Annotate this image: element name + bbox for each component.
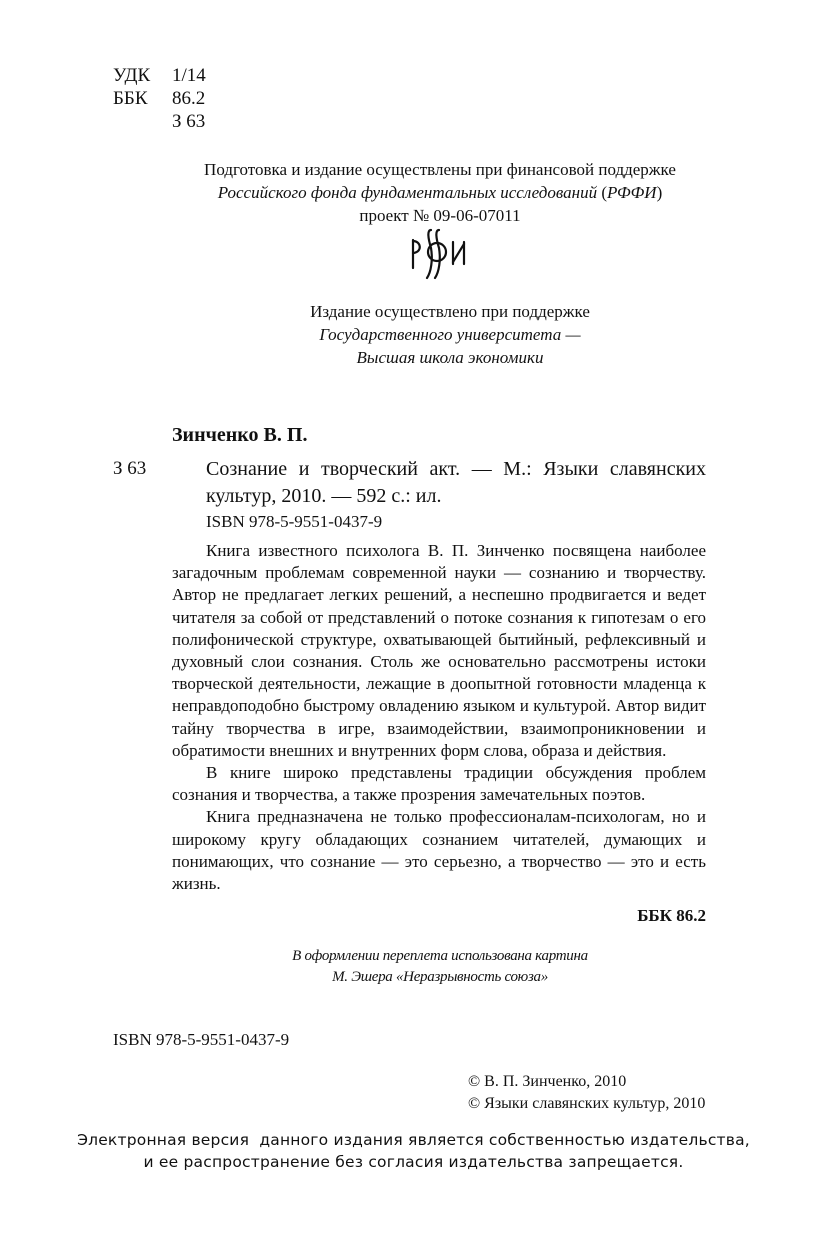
hse-line-3: Высшая школа экономики — [356, 348, 544, 367]
udk-label: УДК — [113, 65, 151, 86]
copyright-block — [468, 1071, 705, 1115]
copyright-publisher: © Языки славянских культур, 2010 — [468, 1095, 706, 1112]
classification-codes — [113, 64, 206, 133]
book-index-mark: З 63 — [113, 458, 147, 479]
author-mark-row — [113, 110, 206, 133]
rffi-line-2: Российского фонда фундаментальных исследований (РФФИ) — [217, 183, 663, 202]
udk-row — [113, 64, 206, 87]
hse-support-note — [230, 300, 670, 369]
rffi-support-note — [150, 158, 730, 227]
cover-note-line-2: М. Эшера «Неразрывность союза» — [332, 969, 548, 985]
bbk-row — [113, 87, 206, 110]
annotation-paragraph-3: Книга предназначена не только профессионалам-психологам, но и широкому кругу обладающих сознанием читателей, думающих и понимающих, что сознание — это серьезно, а творчество — это и есть жизнь. — [172, 807, 706, 894]
author-mark: З 63 — [172, 111, 206, 132]
bbk-value: 86.2 — [172, 88, 206, 109]
cover-note-line-1: В оформлении переплета использована картина — [292, 948, 588, 964]
annotation-paragraph-2: В книге широко представлены традиции обсуждения проблем сознания и творчества, а также прозрения замечательных поэтов. — [172, 763, 706, 805]
book-isbn: ISBN 978-5-9551-0437-9 — [206, 512, 383, 531]
udk-value: 1/14 — [172, 65, 206, 86]
isbn-bottom: ISBN 978-5-9551-0437-9 — [113, 1030, 290, 1049]
title-line-1: Сознание и творческий акт. — М.: Языки славянских — [206, 458, 706, 480]
rffi-line-1: Подготовка и издание осуществлены при финансовой поддержке — [204, 160, 676, 179]
title-line-2: культур, 2010. — 592 с.: ил. — [206, 485, 442, 507]
electronic-line-1: Электронная версия данного издания является собственностью издательства, — [77, 1131, 750, 1149]
bbk-code-bold: ББК 86.2 — [637, 906, 706, 925]
electronic-version-notice — [60, 1129, 767, 1173]
hse-line-2: Государственного университета — — [319, 325, 581, 344]
book-title-entry — [206, 456, 706, 510]
copyright-author: © В. П. Зинченко, 2010 — [468, 1073, 627, 1090]
book-author: Зинченко В. П. — [172, 424, 308, 446]
annotation-paragraph-1: Книга известного психолога В. П. Зинченко посвящена наиболее загадочным проблемам современной науки — сознанию и творчеству. Автор не предлагает легких решений, а неспешно продвигается и ведет читателя за собой от представлений о потоке сознания к гипотезам о его полифонической структуре, охватывающей бытийный, рефлексивный и духовный слои сознания. Столь же основательно рассмотрены истоки творческой деятельности, лежащие в доопытной готовности младенца к неправдоподобно быстрому овладению языком и культурой. Автор видит тайну творчества в игре, взаимодействии, взаимопроникновении и обратимости внешних и внутренних форм слова, образа и действия. — [172, 541, 706, 760]
book-annotation — [172, 540, 706, 895]
electronic-line-2: и ее распространение без согласия издательства запрещается. — [143, 1153, 684, 1171]
rffi-logo — [409, 228, 467, 280]
rffi-project-number: проект № 09-06-07011 — [359, 206, 521, 225]
bbk-label: ББК — [113, 88, 148, 109]
cover-art-note — [230, 946, 650, 988]
hse-line-1: Издание осуществлено при поддержке — [310, 302, 590, 321]
